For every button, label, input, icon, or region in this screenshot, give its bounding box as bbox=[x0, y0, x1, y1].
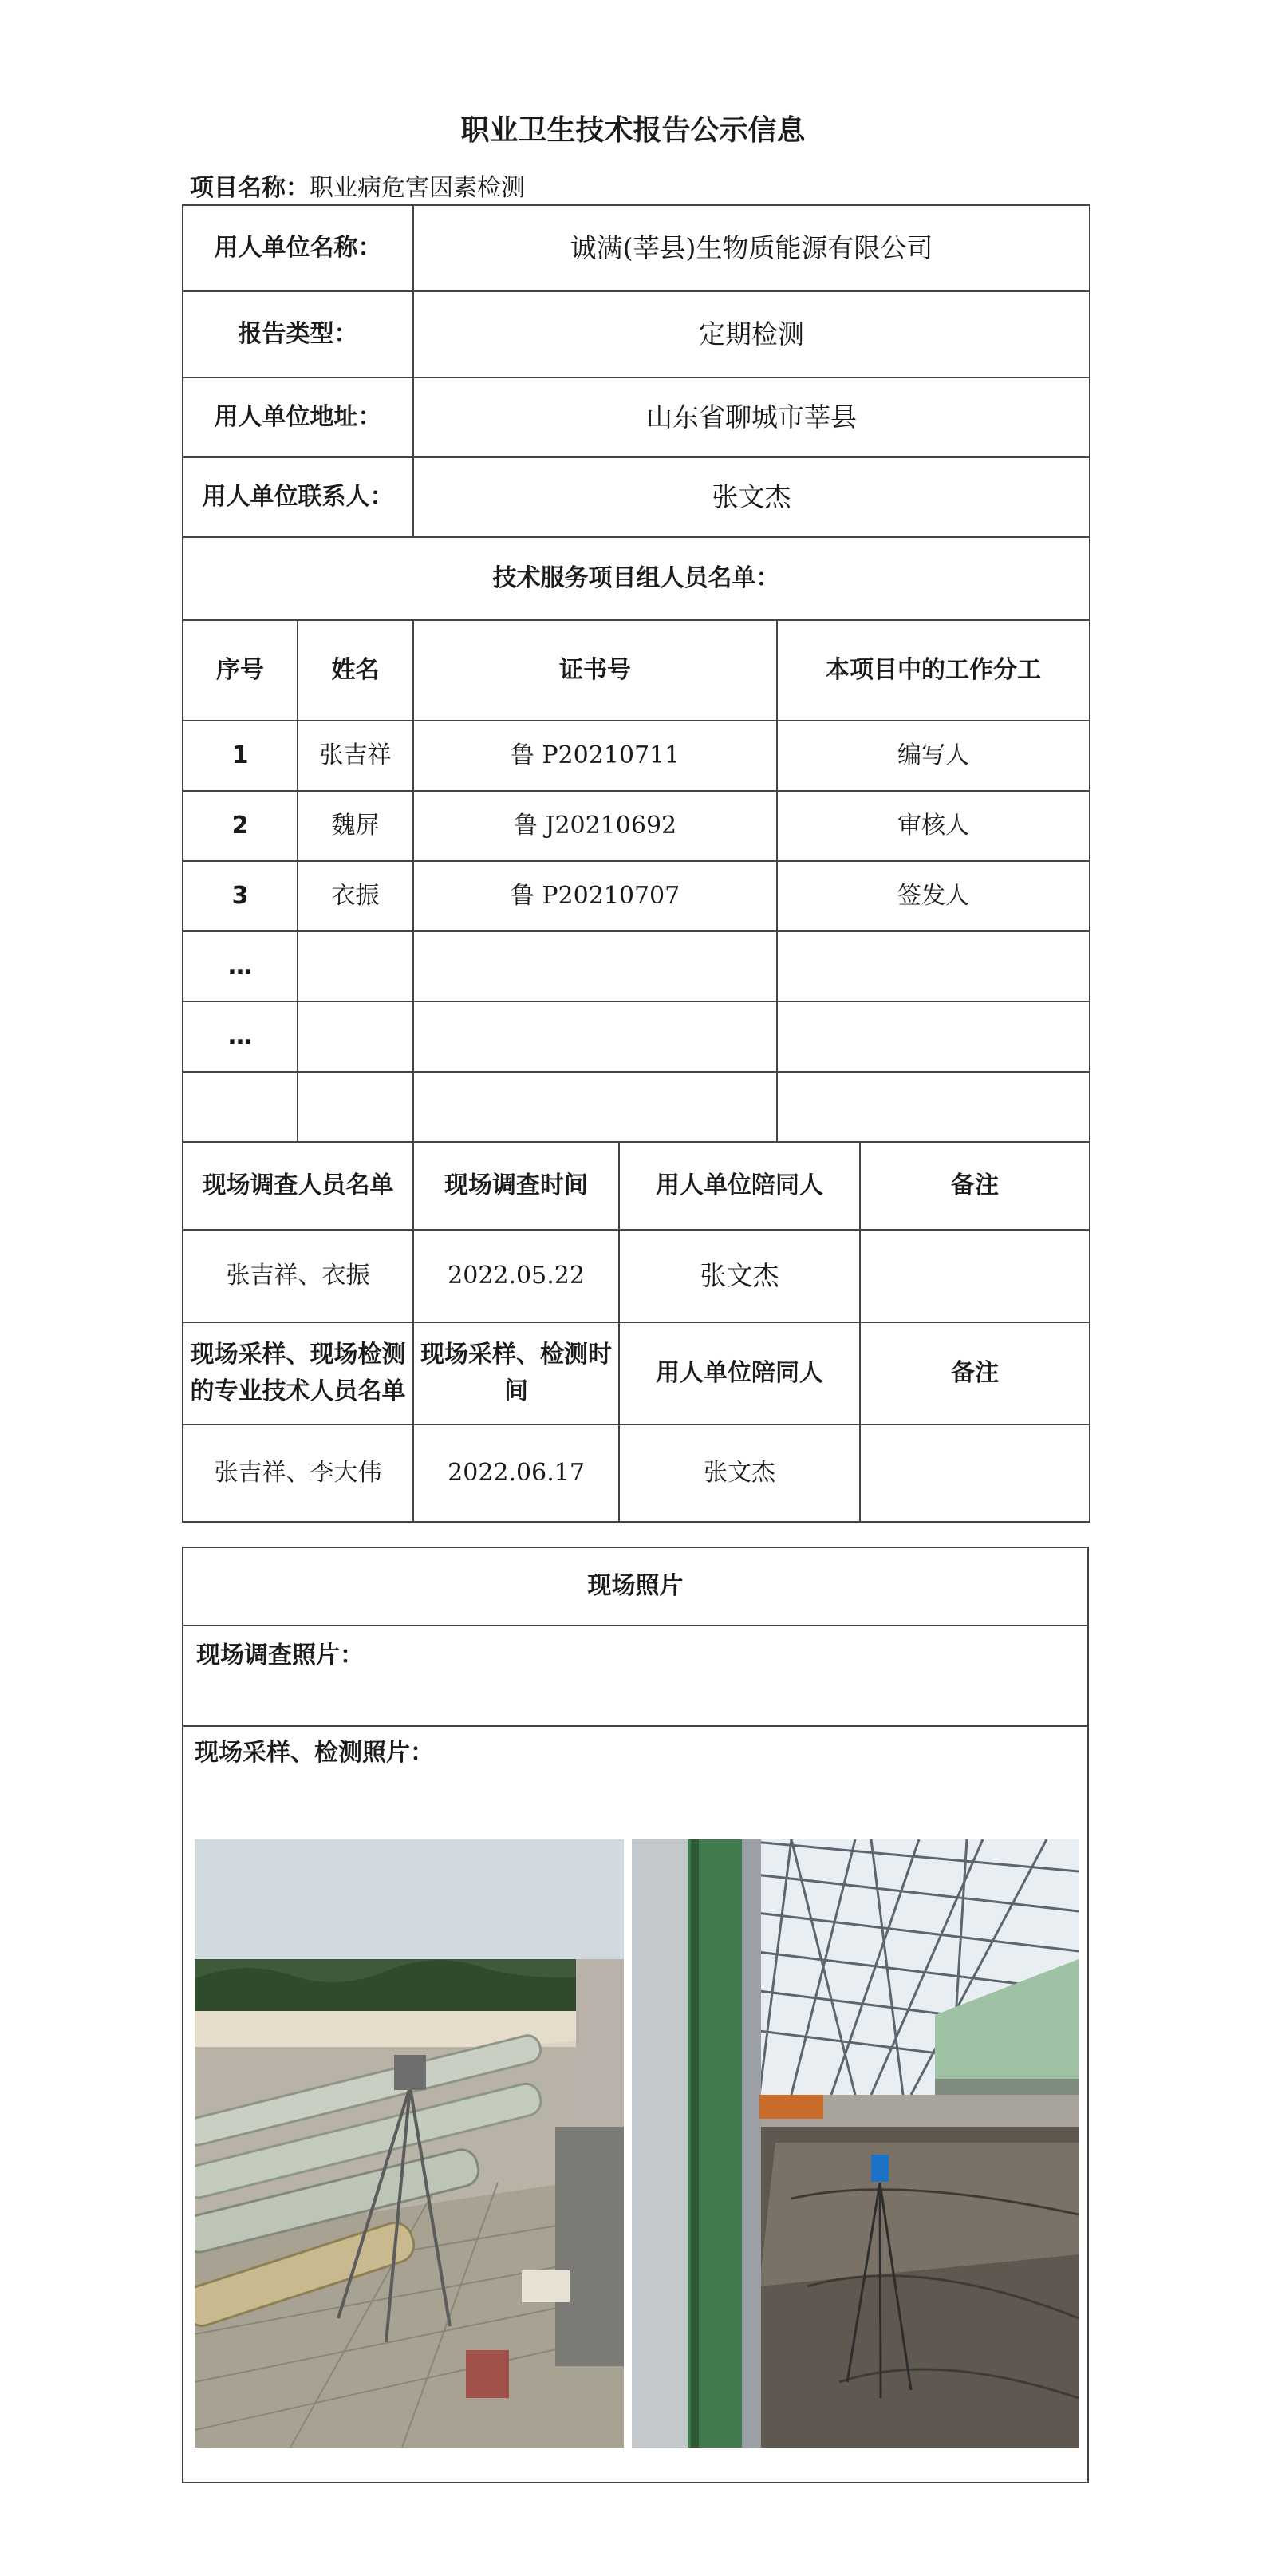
report-info-table bbox=[182, 204, 1090, 1523]
survey-row bbox=[183, 1230, 1090, 1322]
team-cell-index: … bbox=[183, 931, 298, 1002]
report-type-label: 报告类型： bbox=[183, 291, 413, 377]
sampling-photos-label: 现场采样、检测照片： bbox=[195, 1739, 434, 1767]
survey-header-row bbox=[183, 1142, 1090, 1230]
survey-photos-row bbox=[183, 1626, 1088, 1726]
employer-contact-row bbox=[183, 457, 1090, 537]
report-type-value: 定期检测 bbox=[413, 291, 1090, 377]
team-cell-index: 1 bbox=[183, 721, 298, 791]
photos-heading-row bbox=[183, 1547, 1088, 1626]
sampling-escort: 张文杰 bbox=[619, 1424, 860, 1522]
survey-col-escort: 用人单位陪同人 bbox=[619, 1142, 860, 1230]
site-photos-table bbox=[182, 1547, 1089, 2483]
employer-name-value: 诚满(莘县)生物质能源有限公司 bbox=[413, 205, 1090, 291]
sampling-staff: 张吉祥、李大伟 bbox=[183, 1424, 413, 1522]
survey-col-remark: 备注 bbox=[860, 1142, 1090, 1230]
team-row bbox=[183, 1002, 1090, 1072]
team-row bbox=[183, 721, 1090, 791]
sampling-time: 2022.06.17 bbox=[413, 1424, 619, 1522]
team-col-role: 本项目中的工作分工 bbox=[777, 620, 1090, 721]
team-cell-role bbox=[777, 931, 1090, 1002]
team-col-name: 姓名 bbox=[298, 620, 413, 721]
sampling-photos-row bbox=[183, 1726, 1088, 2483]
sampling-photo-outdoor bbox=[195, 1839, 624, 2448]
team-cell-certificate bbox=[413, 1072, 777, 1142]
team-col-index: 序号 bbox=[183, 620, 298, 721]
sampling-remark bbox=[860, 1424, 1090, 1522]
survey-col-staff: 现场调查人员名单 bbox=[183, 1142, 413, 1230]
team-cell-role: 签发人 bbox=[777, 861, 1090, 931]
team-cell-name: 衣振 bbox=[298, 861, 413, 931]
survey-col-time: 现场调查时间 bbox=[413, 1142, 619, 1230]
sampling-photo-indoor bbox=[632, 1839, 1079, 2448]
team-header-row bbox=[183, 620, 1090, 721]
team-cell-certificate: 鲁 P20210711 bbox=[413, 721, 777, 791]
project-name-label: 项目名称： bbox=[190, 174, 310, 202]
team-cell-name bbox=[298, 1072, 413, 1142]
team-cell-name bbox=[298, 931, 413, 1002]
employer-address-value: 山东省聊城市莘县 bbox=[413, 377, 1090, 457]
team-cell-index: 3 bbox=[183, 861, 298, 931]
team-row bbox=[183, 861, 1090, 931]
employer-name-row bbox=[183, 205, 1090, 291]
team-row bbox=[183, 791, 1090, 861]
employer-contact-value: 张文杰 bbox=[413, 457, 1090, 537]
survey-remark bbox=[860, 1230, 1090, 1322]
team-cell-certificate bbox=[413, 931, 777, 1002]
sampling-row bbox=[183, 1424, 1090, 1522]
sampling-header-row bbox=[183, 1322, 1090, 1424]
team-heading-row bbox=[183, 537, 1090, 620]
team-cell-name: 魏屏 bbox=[298, 791, 413, 861]
team-cell-role: 审核人 bbox=[777, 791, 1090, 861]
project-name bbox=[190, 168, 525, 203]
employer-name-label: 用人单位名称： bbox=[183, 205, 413, 291]
team-row bbox=[183, 1072, 1090, 1142]
employer-contact-label: 用人单位联系人： bbox=[183, 457, 413, 537]
survey-staff: 张吉祥、衣振 bbox=[183, 1230, 413, 1322]
photos-heading: 现场照片 bbox=[183, 1547, 1088, 1626]
team-cell-index: 2 bbox=[183, 791, 298, 861]
team-heading: 技术服务项目组人员名单： bbox=[183, 537, 1090, 620]
sampling-col-staff: 现场采样、现场检测的专业技术人员名单 bbox=[183, 1322, 413, 1424]
sampling-col-escort: 用人单位陪同人 bbox=[619, 1322, 860, 1424]
page-title: 职业卫生技术报告公示信息 bbox=[460, 114, 806, 147]
team-cell-index bbox=[183, 1072, 298, 1142]
survey-photos-label: 现场调查照片： bbox=[183, 1626, 1088, 1726]
team-cell-name: 张吉祥 bbox=[298, 721, 413, 791]
team-cell-certificate bbox=[413, 1002, 777, 1072]
indoor-scene-image bbox=[632, 1839, 1079, 2448]
team-cell-index: … bbox=[183, 1002, 298, 1072]
team-cell-role bbox=[777, 1002, 1090, 1072]
employer-address-row bbox=[183, 377, 1090, 457]
report-type-row bbox=[183, 291, 1090, 377]
survey-time: 2022.05.22 bbox=[413, 1230, 619, 1322]
sampling-col-time: 现场采样、检测时间 bbox=[413, 1322, 619, 1424]
employer-address-label: 用人单位地址： bbox=[183, 377, 413, 457]
survey-escort: 张文杰 bbox=[619, 1230, 860, 1322]
sampling-col-remark: 备注 bbox=[860, 1322, 1090, 1424]
team-row bbox=[183, 931, 1090, 1002]
team-cell-certificate: 鲁 J20210692 bbox=[413, 791, 777, 861]
team-cell-role bbox=[777, 1072, 1090, 1142]
outdoor-scene-image bbox=[195, 1839, 624, 2448]
team-cell-role: 编写人 bbox=[777, 721, 1090, 791]
photo-strip bbox=[195, 1839, 1076, 2462]
team-col-certificate: 证书号 bbox=[413, 620, 777, 721]
project-name-value: 职业病危害因素检测 bbox=[310, 174, 525, 202]
team-cell-certificate: 鲁 P20210707 bbox=[413, 861, 777, 931]
team-cell-name bbox=[298, 1002, 413, 1072]
